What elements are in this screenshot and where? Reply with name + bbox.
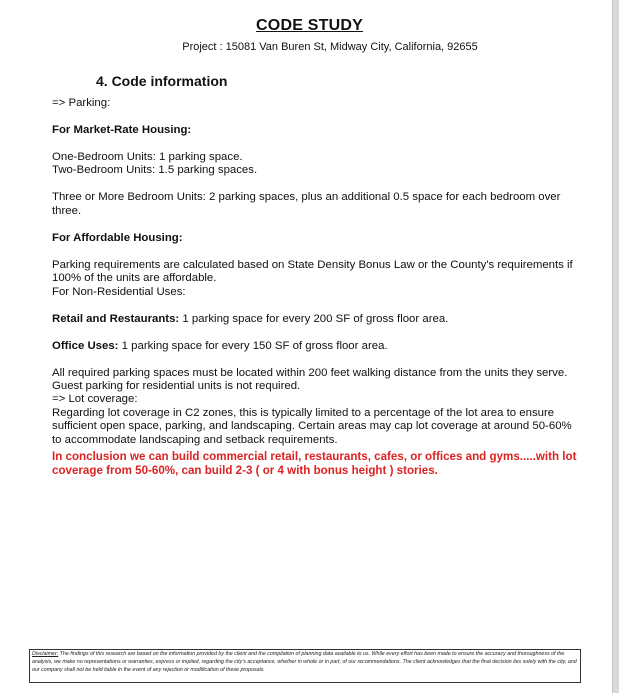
disclaimer-label: Disclaimer: [32, 651, 59, 657]
parking-intro: => Parking: [52, 97, 111, 109]
affordable-heading: For Affordable Housing: [52, 231, 183, 244]
office-text: 1 parking space for every 150 SF of gross floor area. [118, 339, 388, 352]
parking-location-requirement: All required parking spaces must be located within 200 feet walking distance from the units they serve. Guest parking for residential units is not required. [52, 366, 568, 393]
office-label: Office Uses: [52, 339, 119, 352]
conclusion-statement: In conclusion we can build commercial retail, restaurants, cafes, or offices and gyms.....with lot coverage from 50-60%, can build 2-3 ( or 4 with bonus height ) stories. [52, 450, 577, 478]
section-heading: 4. Code information [96, 73, 228, 89]
retail-requirement [52, 313, 577, 326]
non-residential-intro: For Non-Residential Uses: [52, 285, 186, 298]
lot-coverage-text: Regarding lot coverage in C2 zones, this is typically limited to a percentage of the lot area to ensure sufficient open space, parking, and landscaping. Certain areas may cap lot coverage at around 50-60% to accommodate landscaping and setback requirements. [52, 406, 572, 446]
two-bedroom-requirement: Two-Bedroom Units: 1.5 parking spaces. [52, 164, 258, 177]
project-address-line: Project : 15081 Van Buren St, Midway City, California, 92655 [182, 41, 478, 53]
three-plus-bedroom-requirement: Three or More Bedroom Units: 2 parking spaces, plus an additional 0.5 space for each bedroom over three. [52, 191, 561, 217]
disclaimer-text: The findings of this research are based on the information provided by the client and the compilation of planning data available to us. While every effort has been made to ensure the accuracy and thoroughness of the analysis, we make no representations or warranties, express or implied, regarding the city's acceptance, whether in whole or in part, of our recommendations. The client acknowledges that the final decision lies solely with the city, and our company shall not be held liable in the event of any rejection or modification of these proposals. [32, 651, 577, 673]
page-edge-shadow [612, 0, 619, 693]
one-bedroom-requirement: One-Bedroom Units: 1 parking space. [52, 151, 243, 163]
market-rate-heading: For Market-Rate Housing: [52, 124, 192, 136]
document-title: CODE STUDY [256, 17, 363, 34]
office-requirement [52, 340, 577, 353]
code-information-body [52, 97, 577, 478]
lot-coverage-intro: => Lot coverage: [52, 393, 138, 406]
retail-label: Retail and Restaurants: [52, 312, 180, 325]
retail-text: 1 parking space for every 200 SF of gross floor area. [179, 312, 449, 325]
disclaimer-box [29, 649, 581, 683]
affordable-requirements: Parking requirements are calculated based on State Density Bonus Law or the County's requirements if 100% of the units are affordable. [52, 258, 573, 285]
